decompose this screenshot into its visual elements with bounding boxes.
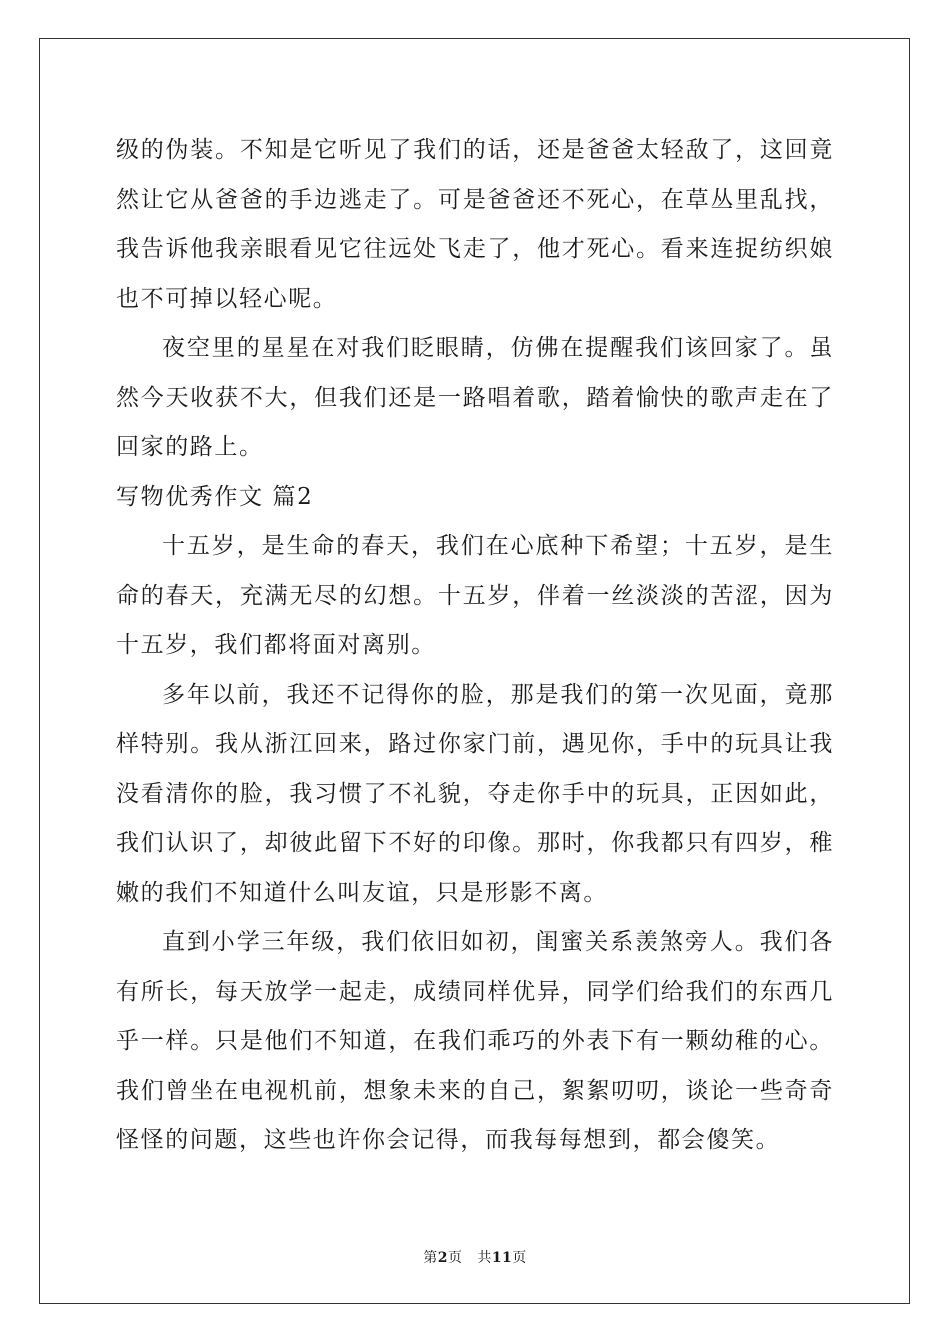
- footer-current-page: 2: [437, 1250, 448, 1266]
- page-footer: [0, 1247, 950, 1267]
- section-heading: 写物优秀作文 篇2: [116, 483, 314, 510]
- footer-total-unit: 页: [512, 1250, 527, 1266]
- paragraph-4: 多年以前，我还不记得你的脸，那是我们的第一次见面，竟那样特别。我从浙江回来，路过你家门前，遇见你，手中的玩具让我没看清你的脸，我习惯了不礼貌，夺走你手中的玩具，正因如此，我们认识了，却彼此留下不好的印像。那时，你我都只有四岁，稚嫩的我们不知道什么叫友谊，只是形影不离。: [116, 681, 834, 906]
- footer-prefix: 第: [423, 1250, 438, 1266]
- footer-page-unit: 页: [447, 1250, 463, 1266]
- paragraph-5: 直到小学三年级，我们依旧如初，闺蜜关系羡煞旁人。我们各有所长，每天放学一起走，成绩同样优异，同学们给我们的东西几乎一样。只是他们不知道，在我们乖巧的外表下有一颗幼稚的心。我们曾坐在电视机前，想象未来的自己，絮絮叨叨，谈论一些奇奇怪怪的问题，这些也许你会记得，而我每每想到，都会傻笑。: [116, 929, 834, 1153]
- footer-total-pages: 11: [491, 1250, 513, 1266]
- footer-total-prefix: 共: [477, 1250, 492, 1266]
- paragraph-1: 级的伪装。不知是它听见了我们的话，还是爸爸太轻敌了，这回竟然让它从爸爸的手边逃走了。可是爸爸还不死心，在草丛里乱找，我告诉他我亲眼看见它往远处飞走了，他才死心。看来连捉纺织娘也不可掉以轻心呢。: [116, 137, 834, 312]
- document-body: [116, 126, 834, 1166]
- paragraph-2: 夜空里的星星在对我们眨眼睛，仿佛在提醒我们该回家了。虽然今天收获不大，但我们还是一路唱着歌，踏着愉快的歌声走在了回家的路上。: [116, 335, 834, 460]
- paragraph-3: 十五岁，是生命的春天，我们在心底种下希望；十五岁，是生命的春天，充满无尽的幻想。十五岁，伴着一丝淡淡的苦涩，因为十五岁，我们都将面对离别。: [116, 533, 834, 658]
